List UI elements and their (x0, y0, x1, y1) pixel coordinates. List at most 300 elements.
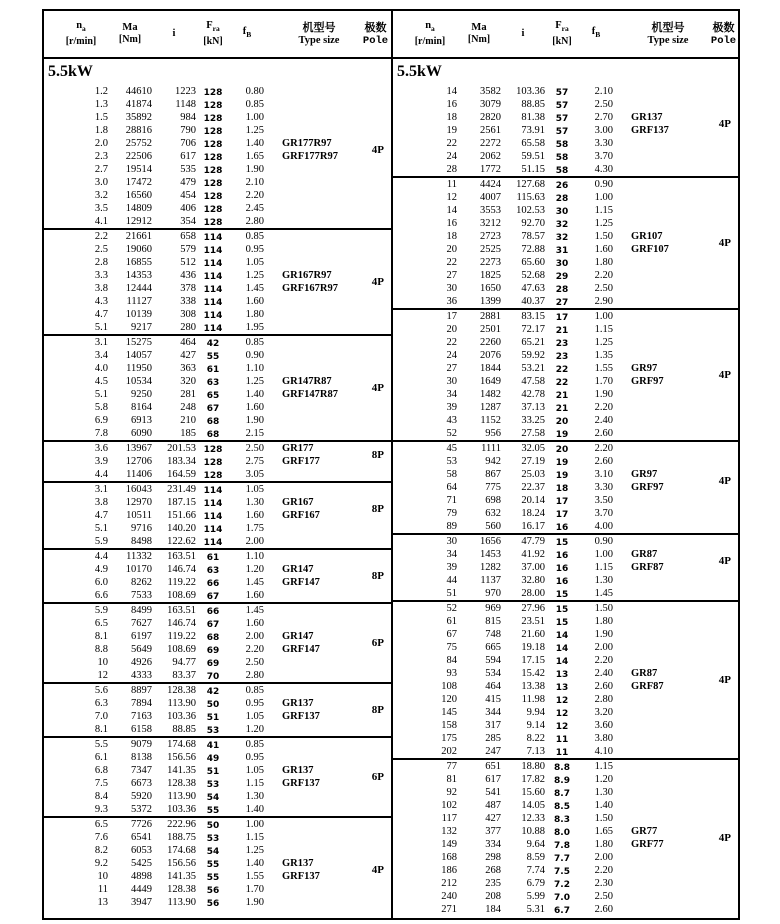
cell-ma: 268 (485, 865, 501, 876)
type-size-line: GRF137 (282, 711, 320, 722)
cell-ma: 10139 (125, 309, 152, 320)
cell-fra: 68 (206, 430, 220, 440)
type-size-line: GR147 (282, 564, 314, 575)
table-row (393, 548, 738, 561)
cell-i: 16.17 (521, 521, 545, 532)
table-row (393, 628, 738, 641)
cell-fb: 2.50 (594, 99, 613, 110)
gear-block (44, 602, 391, 682)
cell-i: 40.37 (521, 296, 545, 307)
cell-fra: 58 (555, 153, 569, 163)
col-header-ma (457, 22, 501, 46)
cell-fb: 1.90 (245, 415, 264, 426)
table-row (44, 550, 391, 563)
cell-i: 140.20 (167, 523, 196, 534)
cell-na: 71 (446, 495, 457, 506)
cell-na: 27 (446, 270, 457, 281)
table-row (393, 667, 738, 680)
cell-fra: 56 (206, 886, 220, 896)
cell-ma: 14353 (125, 270, 152, 281)
cell-ma: 4449 (131, 884, 152, 895)
cell-fb: 1.80 (594, 839, 613, 850)
cell-fra: 22 (555, 378, 569, 388)
cell-na: 12 (446, 192, 457, 203)
type-size-label (631, 362, 664, 388)
cell-i: 81.38 (521, 112, 545, 123)
cell-ma: 464 (485, 681, 501, 692)
cell-na: 18 (446, 231, 457, 242)
table-row (393, 269, 738, 282)
type-size-en: Type size (647, 34, 689, 46)
cell-ma: 17472 (125, 177, 152, 188)
table-row (44, 870, 391, 883)
pole-en: Pole (362, 34, 389, 47)
cell-fra: 29 (555, 272, 569, 282)
cell-i: 52.68 (521, 270, 545, 281)
type-size-line: GRF147 (282, 644, 320, 655)
col-header-pole (709, 22, 738, 47)
cell-fb: 1.65 (594, 826, 613, 837)
i-symbol: i (172, 28, 176, 39)
cell-ma: 2076 (480, 350, 501, 361)
cell-na: 93 (446, 668, 457, 679)
type-size-line: GR147R87 (282, 376, 332, 387)
type-size-line: GR147 (282, 631, 314, 642)
table-row (393, 799, 738, 812)
cell-ma: 6541 (131, 832, 152, 843)
cell-fb: 1.30 (594, 787, 613, 798)
cell-fb: 3.20 (594, 707, 613, 718)
table-row (44, 468, 391, 481)
cell-fb: 1.90 (594, 629, 613, 640)
cell-ma: 377 (485, 826, 501, 837)
cell-i: 156.56 (167, 752, 196, 763)
cell-i: 164.59 (167, 469, 196, 480)
table-row (44, 269, 391, 282)
cell-fb: 1.25 (594, 218, 613, 229)
cell-fra: 57 (555, 127, 569, 137)
cell-i: 1223 (175, 86, 196, 97)
cell-ma: 1282 (480, 562, 501, 573)
cell-fb: 2.40 (594, 668, 613, 679)
cell-i: 27.58 (521, 428, 545, 439)
cell-ma: 4333 (131, 670, 152, 681)
cell-fra: 15 (555, 538, 569, 548)
gear-block (393, 600, 738, 758)
table-row (44, 857, 391, 870)
cell-na: 102 (441, 800, 457, 811)
cell-ma: 427 (485, 813, 501, 824)
cell-fb: 1.05 (245, 711, 264, 722)
cell-i: 464 (180, 337, 196, 348)
table-row (44, 589, 391, 602)
cell-fb: 1.00 (245, 819, 264, 830)
cell-fb: 1.25 (245, 125, 264, 136)
cell-ma: 8164 (131, 402, 152, 413)
cell-ma: 317 (485, 720, 501, 731)
pole-en: Pole (710, 34, 737, 47)
table-row (44, 669, 391, 682)
cell-ma: 8498 (131, 536, 152, 547)
pole-label: 8P (371, 569, 384, 582)
cell-ma: 184 (485, 904, 501, 915)
cell-ma: 10170 (125, 564, 152, 575)
table-row (393, 507, 738, 520)
cell-fra: 51 (206, 767, 220, 777)
type-size-line: GR97 (631, 363, 658, 374)
gear-block (393, 758, 738, 916)
cell-fra: 14 (555, 657, 569, 667)
cell-fb: 2.60 (594, 681, 613, 692)
cell-ma: 698 (485, 495, 501, 506)
cell-ma: 4926 (131, 657, 152, 668)
type-size-line: GR177 (282, 443, 314, 454)
cell-ma: 1825 (480, 270, 501, 281)
cell-na: 202 (441, 746, 457, 757)
cell-fra: 114 (203, 272, 223, 282)
cell-ma: 11406 (126, 469, 152, 480)
cell-fb: 2.60 (594, 456, 613, 467)
pole-label: 4P (718, 554, 731, 567)
cell-fb: 1.50 (594, 603, 613, 614)
cell-fra: 16 (555, 551, 569, 561)
table-row (44, 85, 391, 98)
cell-na: 2.5 (94, 244, 108, 255)
cell-ma: 487 (485, 800, 501, 811)
table-row (44, 563, 391, 576)
cell-fb: 2.00 (245, 631, 264, 642)
cell-i: 146.74 (167, 564, 196, 575)
cell-ma: 9716 (131, 523, 152, 534)
type-size-line: GR87 (631, 549, 658, 560)
cell-fra: 15 (555, 590, 569, 600)
cell-fb: 1.90 (245, 897, 264, 908)
cell-na: 5.9 (94, 605, 108, 616)
gear-block (44, 548, 391, 602)
cell-i: 188.75 (167, 832, 196, 843)
cell-ma: 2260 (480, 337, 501, 348)
cell-ma: 815 (485, 616, 501, 627)
cell-ma: 13967 (125, 443, 152, 454)
cell-i: 281 (180, 389, 196, 400)
ma-unit: [Nm] (118, 34, 142, 45)
cell-fb: 1.70 (594, 376, 613, 387)
cell-fra: 114 (203, 298, 223, 308)
specification-table (42, 9, 740, 920)
cell-i: 32.05 (521, 443, 545, 454)
cell-fra: 63 (206, 378, 220, 388)
cell-i: 406 (180, 203, 196, 214)
cell-fra: 7.5 (554, 867, 570, 877)
cell-fra: 114 (203, 246, 223, 256)
cell-fb: 0.85 (245, 685, 264, 696)
cell-fb: 1.75 (245, 523, 264, 534)
cell-i: 156.56 (167, 858, 196, 869)
cell-i: 83.15 (521, 311, 545, 322)
cell-fra: 14 (555, 631, 569, 641)
cell-fra: 8.9 (554, 776, 570, 786)
cell-fb: 1.60 (245, 510, 264, 521)
cell-na: 3.1 (94, 337, 108, 348)
fb-symbol: f (591, 26, 596, 38)
table-row (44, 388, 391, 401)
cell-na: 2.7 (94, 164, 108, 175)
gear-block (393, 85, 738, 176)
type-size-line: GR107 (631, 231, 663, 242)
cell-fb: 2.30 (594, 878, 613, 889)
table-row (393, 561, 738, 574)
cell-fb: 2.20 (594, 655, 613, 666)
cell-fb: 1.40 (245, 858, 264, 869)
cell-i: 512 (180, 257, 196, 268)
cell-fra: 128 (203, 445, 223, 455)
cell-fra: 68 (206, 633, 220, 643)
type-size-line: GR137 (282, 698, 314, 709)
cell-na: 5.9 (94, 536, 108, 547)
cell-fb: 1.90 (594, 389, 613, 400)
cell-fra: 58 (555, 140, 569, 150)
table-row (44, 818, 391, 831)
type-size-label (282, 630, 320, 656)
cell-fra: 63 (206, 566, 220, 576)
cell-ma: 285 (485, 733, 501, 744)
cell-ma: 8262 (131, 577, 152, 588)
cell-ma: 6158 (131, 724, 152, 735)
cell-i: 308 (180, 309, 196, 320)
cell-fra: 12 (555, 722, 569, 732)
type-size-cn: 机型号 (302, 21, 336, 34)
cell-fra: 50 (206, 700, 220, 710)
cell-ma: 617 (485, 774, 501, 785)
cell-fra: 16 (555, 577, 569, 587)
cell-ma: 7533 (131, 590, 152, 601)
power-rating-label: 5.5kW (48, 63, 93, 80)
table-row (393, 204, 738, 217)
col-header-fb (579, 26, 613, 41)
table-row (393, 615, 738, 628)
cell-na: 3.8 (94, 497, 108, 508)
cell-fra: 20 (555, 445, 569, 455)
type-size-label (631, 111, 669, 137)
cell-i: 103.36 (167, 711, 196, 722)
cell-fra: 19 (555, 430, 569, 440)
cell-fb: 1.15 (594, 761, 613, 772)
type-size-line: GRF177 (282, 456, 320, 467)
table-row (44, 496, 391, 509)
cell-i: 10.88 (521, 826, 545, 837)
type-size-label (631, 468, 664, 494)
pole-label: 4P (371, 381, 384, 394)
type-size-label (282, 697, 320, 723)
cell-na: 14 (446, 86, 457, 97)
col-header-fra (545, 20, 579, 47)
cell-fra: 26 (555, 181, 569, 191)
cell-na: 145 (441, 707, 457, 718)
cell-fb: 0.90 (245, 350, 264, 361)
cell-fb: 1.50 (594, 231, 613, 242)
cell-fb: 2.75 (245, 456, 264, 467)
cell-fra: 28 (555, 194, 569, 204)
type-size-label (282, 269, 338, 295)
cell-fb: 1.60 (245, 618, 264, 629)
cell-ma: 2273 (480, 257, 501, 268)
cell-i: 65.58 (521, 138, 545, 149)
cell-i: 11.98 (521, 694, 545, 705)
cell-na: 4.4 (94, 551, 108, 562)
pole-label: 8P (371, 448, 384, 461)
cell-na: 240 (441, 891, 457, 902)
cell-fb: 1.25 (245, 270, 264, 281)
cell-ma: 12912 (125, 216, 152, 227)
cell-ma: 2272 (480, 138, 501, 149)
cell-na: 61 (446, 616, 457, 627)
cell-i: 47.63 (521, 283, 545, 294)
table-row (44, 738, 391, 751)
cell-na: 14 (446, 205, 457, 216)
cell-ma: 14057 (125, 350, 152, 361)
cell-i: 119.22 (167, 631, 196, 642)
cell-fb: 3.05 (245, 469, 264, 480)
cell-na: 6.9 (94, 415, 108, 426)
cell-ma: 21661 (125, 231, 152, 242)
cell-ma: 3947 (131, 897, 152, 908)
table-row (393, 191, 738, 204)
cell-na: 22 (446, 138, 457, 149)
cell-na: 132 (441, 826, 457, 837)
cell-i: 72.88 (521, 244, 545, 255)
table-header-left (44, 11, 391, 57)
cell-fb: 1.00 (594, 549, 613, 560)
cell-fra: 128 (203, 218, 223, 228)
cell-fra: 14 (555, 644, 569, 654)
cell-i: 23.51 (521, 616, 545, 627)
fra-symbol: F (555, 20, 562, 32)
cell-i: 59.92 (521, 350, 545, 361)
cell-i: 15.42 (521, 668, 545, 679)
table-row (393, 295, 738, 308)
cell-fb: 1.80 (594, 616, 613, 627)
type-size-line: GRF167R97 (282, 283, 338, 294)
cell-na: 43 (446, 415, 457, 426)
cell-ma: 28816 (125, 125, 152, 136)
cell-fb: 1.05 (245, 484, 264, 495)
table-row (44, 803, 391, 816)
cell-fb: 2.60 (594, 904, 613, 915)
cell-fra: 128 (203, 471, 223, 481)
cell-na: 30 (446, 283, 457, 294)
type-size-label (631, 825, 664, 851)
type-size-label (282, 563, 320, 589)
cell-fra: 16 (555, 523, 569, 533)
table-row (44, 576, 391, 589)
cell-na: 3.9 (94, 456, 108, 467)
na-symbol: n (425, 20, 432, 32)
cell-ma: 2525 (480, 244, 501, 255)
col-header-pole (360, 22, 391, 47)
cell-i: 790 (180, 125, 196, 136)
gear-block (393, 308, 738, 440)
cell-i: 13.38 (521, 681, 545, 692)
cell-na: 168 (441, 852, 457, 863)
cell-ma: 10534 (125, 376, 152, 387)
cell-fb: 1.55 (245, 871, 264, 882)
cell-i: 42.78 (521, 389, 545, 400)
cell-ma: 594 (485, 655, 501, 666)
cell-ma: 12970 (125, 497, 152, 508)
type-size-line: GRF87 (631, 681, 664, 692)
cell-fra: 7.8 (554, 841, 570, 851)
table-row (44, 656, 391, 669)
cell-ma: 14809 (125, 203, 152, 214)
cell-na: 212 (441, 878, 457, 889)
table-row (44, 604, 391, 617)
cell-na: 6.5 (94, 618, 108, 629)
cell-fra: 21 (555, 391, 569, 401)
cell-na: 8.1 (94, 631, 108, 642)
cell-fb: 2.20 (594, 402, 613, 413)
table-row (393, 520, 738, 533)
cell-na: 120 (441, 694, 457, 705)
table-row (393, 468, 738, 481)
na-unit: [r/min] (414, 35, 446, 47)
cell-na: 3.2 (94, 190, 108, 201)
cell-fra: 7.2 (554, 880, 570, 890)
cell-fra: 19 (555, 471, 569, 481)
table-row (44, 617, 391, 630)
pole-label: 4P (371, 863, 384, 876)
cell-i: 8.59 (526, 852, 545, 863)
cell-na: 79 (446, 508, 457, 519)
cell-ma: 7347 (131, 765, 152, 776)
cell-fra: 17 (555, 510, 569, 520)
cell-fra: 69 (206, 646, 220, 656)
cell-fb: 0.95 (245, 698, 264, 709)
cell-ma: 1152 (480, 415, 501, 426)
table-row (393, 256, 738, 269)
cell-ma: 41874 (125, 99, 152, 110)
cell-fb: 1.15 (594, 324, 613, 335)
cell-ma: 7894 (131, 698, 152, 709)
cell-na: 24 (446, 151, 457, 162)
type-size-label (282, 496, 320, 522)
cell-ma: 2820 (480, 112, 501, 123)
cell-fra: 114 (203, 285, 223, 295)
fb-symbol: f (242, 26, 247, 38)
cell-ma: 7726 (131, 819, 152, 830)
cell-na: 28 (446, 164, 457, 175)
cell-ma: 9250 (131, 389, 152, 400)
type-size-label (282, 137, 338, 163)
cell-fra: 128 (203, 101, 223, 111)
cell-fra: 8.3 (554, 815, 570, 825)
cell-i: 210 (180, 415, 196, 426)
cell-na: 1.2 (94, 86, 108, 97)
pole-label: 4P (371, 275, 384, 288)
cell-na: 10 (97, 657, 108, 668)
cell-i: 436 (180, 270, 196, 281)
gear-block (44, 682, 391, 736)
table-row (393, 864, 738, 877)
cell-i: 222.96 (167, 819, 196, 830)
cell-na: 2.3 (94, 151, 108, 162)
cell-na: 3.1 (94, 484, 108, 495)
table-row (44, 723, 391, 736)
cell-i: 12.33 (521, 813, 545, 824)
cell-i: 320 (180, 376, 196, 387)
table-row (44, 256, 391, 269)
table-row (393, 375, 738, 388)
pole-label: 6P (371, 770, 384, 783)
